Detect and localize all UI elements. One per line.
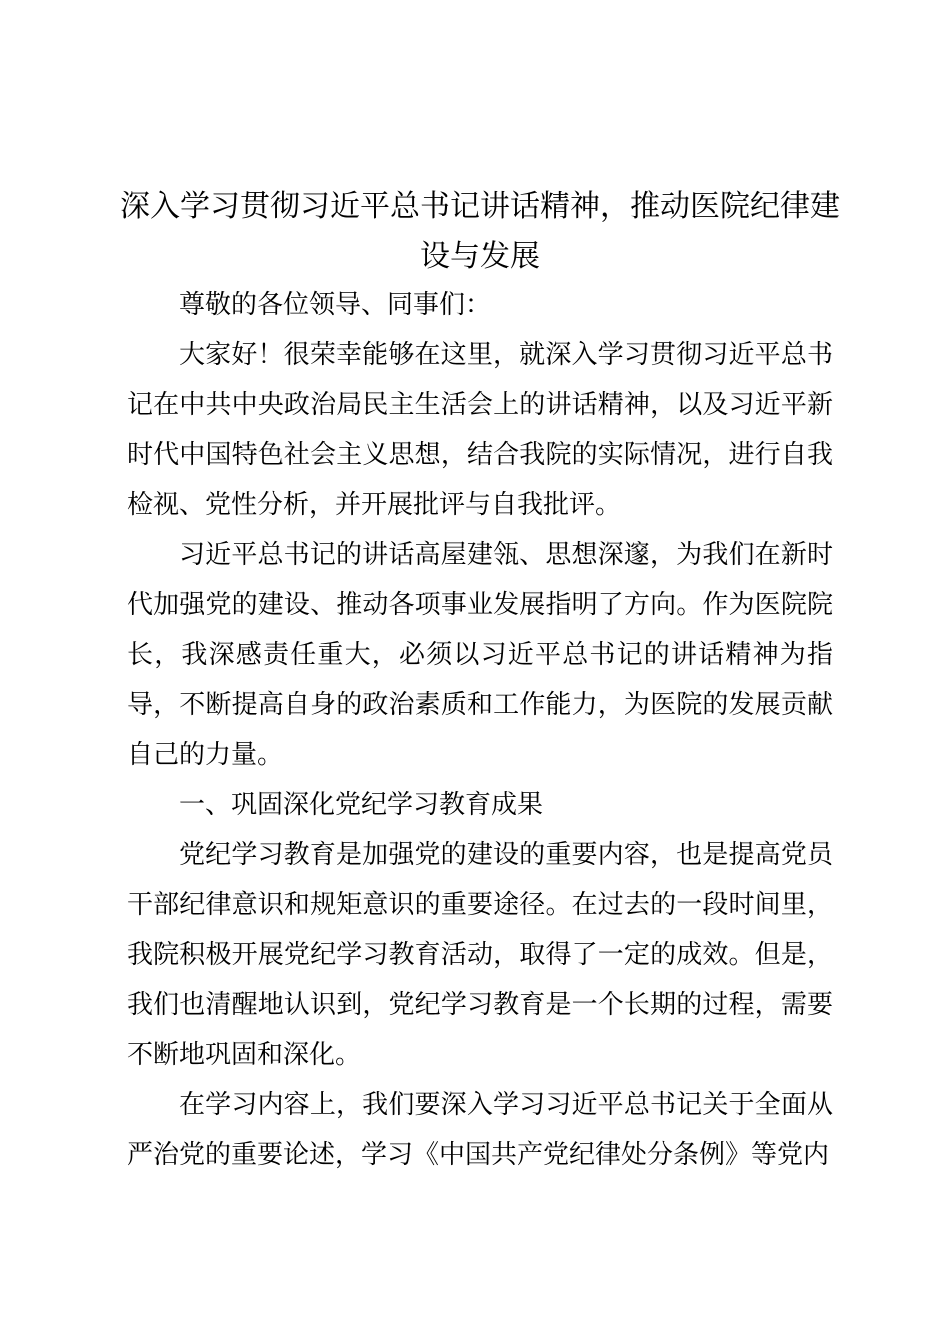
paragraph: 在学习内容上，我们要深入学习习近平总书记关于全面从严治党的重要论述，学习《中国共产党纪律处分条例》等党内 [127,1090,833,1170]
section-heading: 一、巩固深化党纪学习教育成果 [179,790,544,820]
document-body [127,280,833,1180]
paragraph: 大家好！很荣幸能够在这里，就深入学习贯彻习近平总书记在中共中央政治局民主生活会上的讲话精神，以及习近平新时代中国特色社会主义思想，结合我院的实际情况，进行自我检视、党性分析，并开展批评与自我批评。 [127,340,833,520]
document-title: 深入学习贯彻习近平总书记讲话精神，推动医院纪律建设与发展 [120,189,840,274]
salutation: 尊敬的各位领导、同事们： [179,290,492,320]
paragraph: 习近平总书记的讲话高屋建瓴、思想深邃，为我们在新时代加强党的建设、推动各项事业发展指明了方向。作为医院院长，我深感责任重大，必须以习近平总书记的讲话精神为指导，不断提高自身的政治素质和工作能力，为医院的发展贡献自己的力量。 [127,540,833,770]
paragraph: 党纪学习教育是加强党的建设的重要内容，也是提高党员干部纪律意识和规矩意识的重要途径。在过去的一段时间里，我院积极开展党纪学习教育活动，取得了一定的成效。但是，我们也清醒地认识到，党纪学习教育是一个长期的过程，需要不断地巩固和深化。 [127,840,833,1070]
